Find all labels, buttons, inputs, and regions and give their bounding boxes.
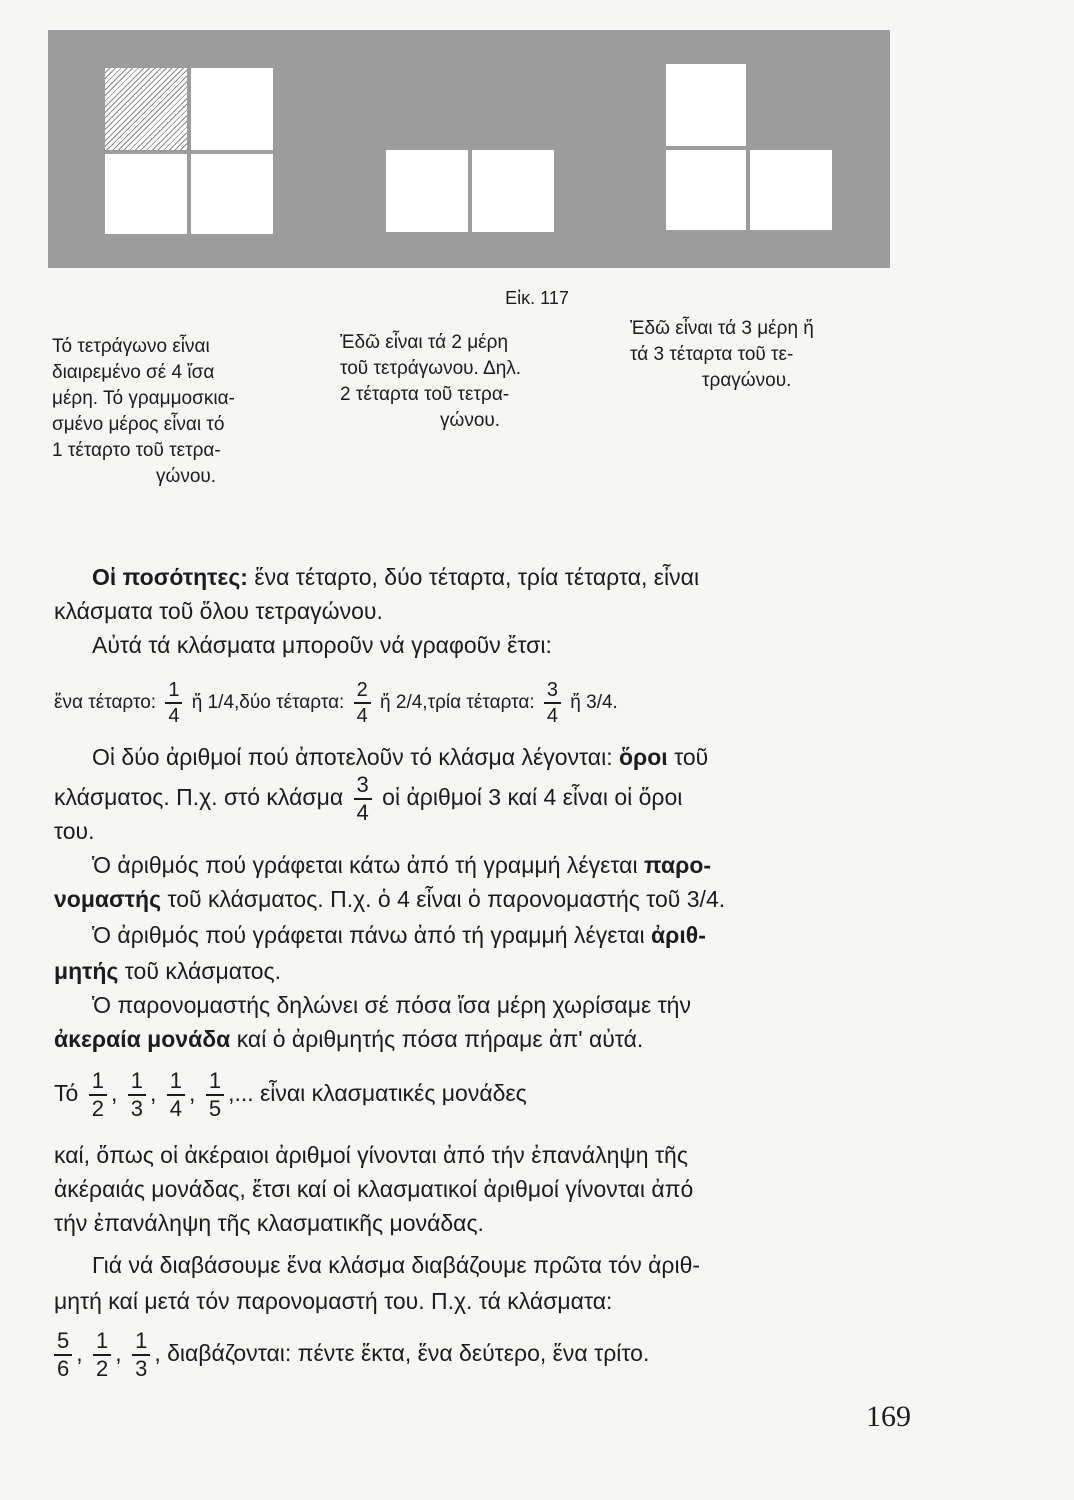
quarter (191, 68, 273, 150)
quarter (105, 154, 187, 234)
figure-caption: Εἰκ. 117 (505, 288, 569, 308)
fraction: $\frac{1}{2}$ (93, 1330, 111, 1380)
quarter (191, 154, 273, 234)
fraction: $\frac{3}{4}$ (354, 774, 372, 824)
quarter-hatched (105, 68, 187, 150)
fraction: $\frac{1}{4}$ (165, 680, 182, 726)
paragraph-line: Ὁ ἀριθμός πού γράφεται κάτω ἀπό τή γραμμή λέγεται παρο- (92, 852, 712, 878)
paragraph-line: μητή καί μετά τόν παρονομαστή του. Π.χ. τά κλάσματα: (54, 1288, 613, 1314)
fraction: $\frac{3}{4}$ (544, 680, 561, 726)
quarter (666, 150, 746, 230)
fraction: $\frac{1}{3}$ (132, 1330, 150, 1380)
fraction: $\frac{1}{2}$ (89, 1070, 107, 1120)
description-col3: Ἐδῶ εἶναι τά 3 μέρη ἤ τά 3 τέταρτα τοῦ τε- τραγώνου. (630, 318, 814, 391)
read-fractions-line: $\frac{5}{6}$ , $\frac{1}{2}$ , $\frac{1}{3}$ , διαβάζονται: πέντε ἕκτα, ἕνα δεύτερο, ἕνα τρίτο. (54, 1330, 649, 1380)
paragraph-line: Οἱ ποσότητες: ἕνα τέταρτο, δύο τέταρτα, τρία τέταρτα, εἶναι (92, 564, 700, 590)
fraction: $\frac{1}{4}$ (167, 1070, 185, 1120)
paragraph-line: τήν ἐπανάληψη τῆς κλασματικῆς μονάδας. (54, 1210, 484, 1236)
fraction: $\frac{5}{6}$ (54, 1330, 72, 1380)
quarter (386, 150, 468, 232)
paragraph-line: του. (54, 818, 95, 844)
unit-fractions-line: Τό $\frac{1}{2}$ , $\frac{1}{3}$ , $\frac{1}{4}$ , $\frac{1}{5}$ ,... εἶναι κλασματικές μονάδες (54, 1068, 527, 1121)
paragraph-line: κλάσματα τοῦ ὅλου τετραγώνου. (54, 598, 383, 624)
description-col2: Ἐδῶ εἶναι τά 2 μέρη τοῦ τετράγωνου. Δηλ. 2 τέταρτα τοῦ τετρα- γώνου. (340, 332, 522, 431)
quarter (750, 150, 832, 230)
description-col1: Τό τετράγωνο εἶναι διαιρεμένο σέ 4 ἴσα μέρη. Τό γραμμοσκια- σμένο μέρος εἶναι τό 1 τέταρτο τοῦ τετρα- γώνου. (52, 336, 235, 487)
paragraph-line: Ὁ παρονομαστής δηλώνει σέ πόσα ἴσα μέρη χωρίσαμε τήν (92, 992, 691, 1018)
paragraph-line: καί, ὅπως οἱ ἀκέραιοι ἀριθμοί γίνονται ἀπό τήν ἐπανάληψη τῆς (54, 1142, 688, 1168)
fraction-examples-line: ἕνα τέταρτο: $\frac{1}{4}$ ἤ 1/4,δύο τέταρτα: $\frac{2}{4}$ ἤ 2/4,τρία τέταρτα: $\frac{3}{4}$ ἤ 3/4. (54, 679, 618, 727)
quarter (472, 150, 554, 232)
paragraph-line: μητής τοῦ κλάσματος. (54, 958, 282, 984)
paragraph-line: κλάσματος. Π.χ. στό κλάσμα $\frac{3}{4}$ οἱ ἀριθμοί 3 καί 4 εἶναι οἱ ὅροι (54, 772, 683, 825)
paragraph-line: Ὁ ἀριθμός πού γράφεται πάνω ἀπό τή γραμμή λέγεται ἀριθ- (92, 922, 706, 948)
paragraph-line: Οἱ δύο ἀριθμοί πού ἀποτελοῦν τό κλάσμα λέγονται: ὅροι τοῦ (92, 744, 709, 770)
paragraph-line: ἀκέραιάς μονάδας, ἔτσι καί οἱ κλασματικοί ἀριθμοί γίνονται ἀπό (54, 1176, 694, 1202)
quarter (666, 64, 746, 146)
fraction: $\frac{2}{4}$ (354, 680, 371, 726)
paragraph-line: Γιά νά διαβάσουμε ἕνα κλάσμα διαβάζουμε πρῶτα τόν ἀριθ- (92, 1252, 701, 1278)
paragraph-line: ἀκεραία μονάδα καί ὁ ἀριθμητής πόσα πήραμε ἀπ' αὐτά. (54, 1026, 644, 1052)
figure-117 (48, 30, 890, 268)
paragraph-line: νομαστής τοῦ κλάσματος. Π.χ. ὁ 4 εἶναι ὁ παρονομαστής τοῦ 3/4. (54, 886, 726, 912)
fraction: $\frac{1}{3}$ (128, 1070, 146, 1120)
page-number: 169 (866, 1400, 911, 1433)
fraction: $\frac{1}{5}$ (206, 1070, 224, 1120)
paragraph-line: Αὐτά τά κλάσματα μποροῦν νά γραφοῦν ἔτσι: (92, 632, 552, 658)
